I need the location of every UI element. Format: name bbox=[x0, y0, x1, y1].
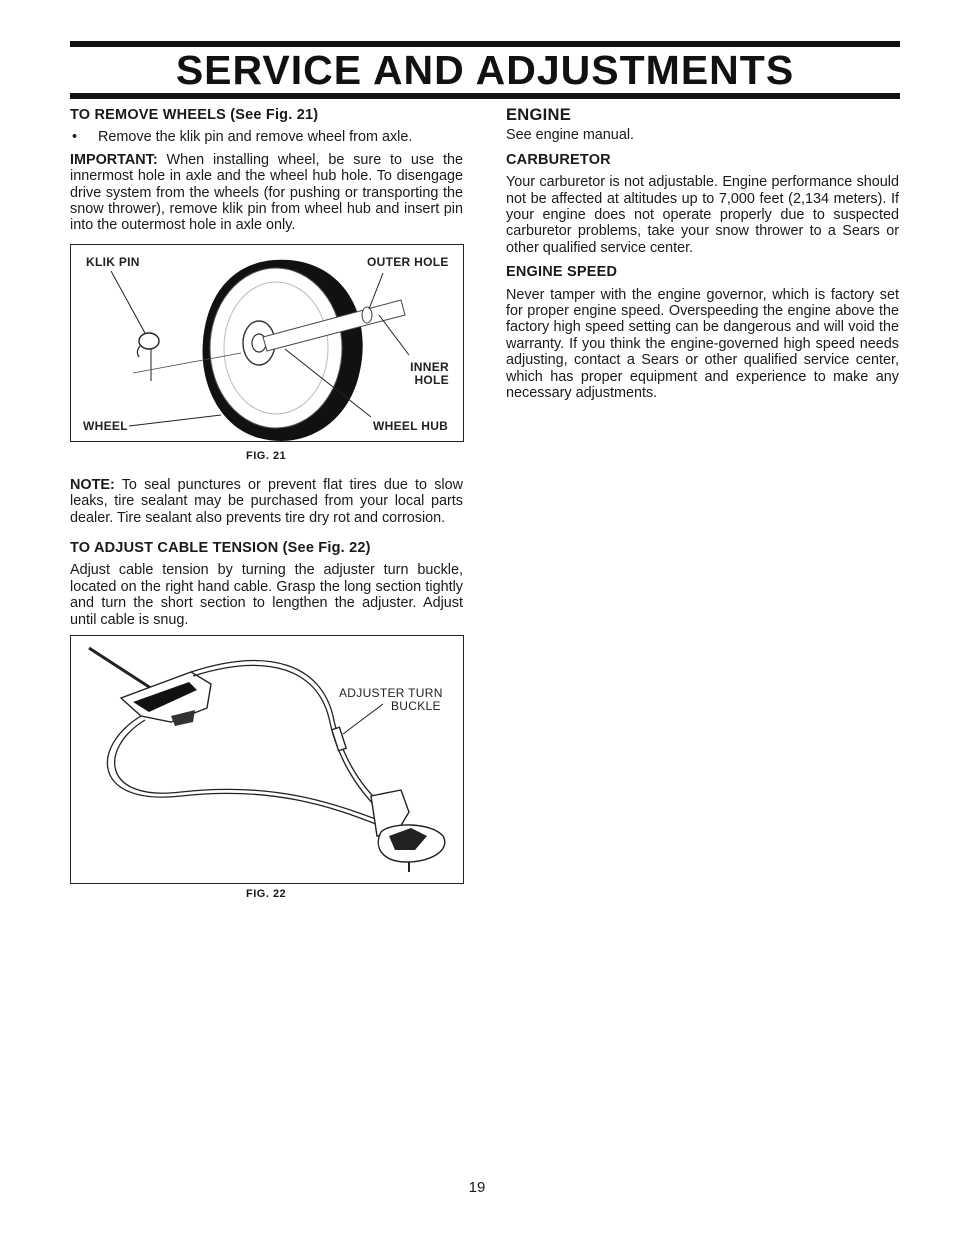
note-text: To seal punctures or prevent flat tires due to slow leaks, tire sealant may be purchased from your local parts dealer. Tire sealant also prevents tire dry rot and corrosion. bbox=[70, 477, 463, 526]
wheel-label: WHEEL bbox=[83, 419, 128, 433]
engine-text: See engine manual. bbox=[506, 127, 635, 144]
outer-hole-label: OUTER HOLE bbox=[367, 255, 449, 269]
important-paragraph bbox=[70, 152, 463, 234]
important-label: IMPORTANT: bbox=[70, 151, 158, 168]
adjuster-turn-label: ADJUSTER TURN bbox=[339, 686, 443, 700]
important-text: When installing wheel, be sure to use the innermost hole in axle and the wheel hub hole. To disengage drive system from the wheels (for pushing or transporting the snow thrower), remove klik pin from wheel hub and insert pin into the outermost hole in axle only. bbox=[70, 151, 464, 234]
cable-tension-heading: TO ADJUST CABLE TENSION (See Fig. 22) bbox=[70, 540, 371, 556]
remove-wheels-bullet-text: Remove the klik pin and remove wheel from axle. bbox=[98, 129, 413, 146]
inner-hole-label-1: INNER bbox=[410, 360, 449, 374]
cable-illustration bbox=[71, 636, 463, 883]
fig-21-caption: FIG. 21 bbox=[246, 450, 287, 462]
bullet-icon: • bbox=[72, 129, 78, 146]
note-label: NOTE: bbox=[70, 477, 115, 493]
engine-section bbox=[506, 107, 899, 408]
remove-wheels-heading: TO REMOVE WHEELS (See Fig. 21) bbox=[70, 107, 319, 123]
page-number: 19 bbox=[468, 1179, 486, 1196]
note-section bbox=[70, 477, 463, 532]
klik-pin-label: KLIK PIN bbox=[86, 255, 140, 269]
engine-speed-heading: ENGINE SPEED bbox=[506, 264, 618, 281]
carburetor-text: Your carburetor is not adjustable. Engine performance should not be affected at altitudes up to 7,000 feet (2,134 meters). If your engine does not operate properly due to suspected carburetor problems, take your snow thrower to a Sears or other qualified service center. bbox=[506, 174, 899, 256]
engine-heading: ENGINE bbox=[506, 106, 572, 124]
engine-speed-text: Never tamper with the engine governor, which is factory set for proper engine speed. Overspeeding the engine above the factory high speed setting can be dangerous and will void the warranty. If you think the engine-governed high speed needs adjusting, contact a Sears or other qualified service center, which has proper equipment and experience to make any necessary adjustments. bbox=[506, 286, 899, 402]
wheel-hub-label: WHEEL HUB bbox=[373, 419, 449, 433]
remove-wheels-section bbox=[70, 107, 463, 240]
note-paragraph bbox=[70, 477, 463, 526]
cable-tension-text: Adjust cable tension by turning the adjuster turn buckle, located on the right hand cable. Grasp the long section tightly and turn the short section to lengthen the adjuster. Adjust until cable is snug. bbox=[70, 562, 463, 628]
inner-hole-label-2: HOLE bbox=[414, 373, 449, 387]
fig-22-caption: FIG. 22 bbox=[246, 888, 287, 900]
title-rule-bottom bbox=[70, 93, 900, 99]
cable-tension-section bbox=[70, 540, 463, 634]
remove-wheels-bullet bbox=[70, 129, 463, 145]
buckle-label: BUCKLE bbox=[391, 699, 441, 713]
page-title: SERVICE AND ADJUSTMENTS bbox=[175, 47, 795, 93]
fig-21-frame bbox=[70, 244, 464, 442]
fig-22-frame bbox=[70, 635, 464, 884]
wheel-illustration bbox=[71, 245, 463, 441]
carburetor-heading: CARBURETOR bbox=[506, 151, 611, 168]
